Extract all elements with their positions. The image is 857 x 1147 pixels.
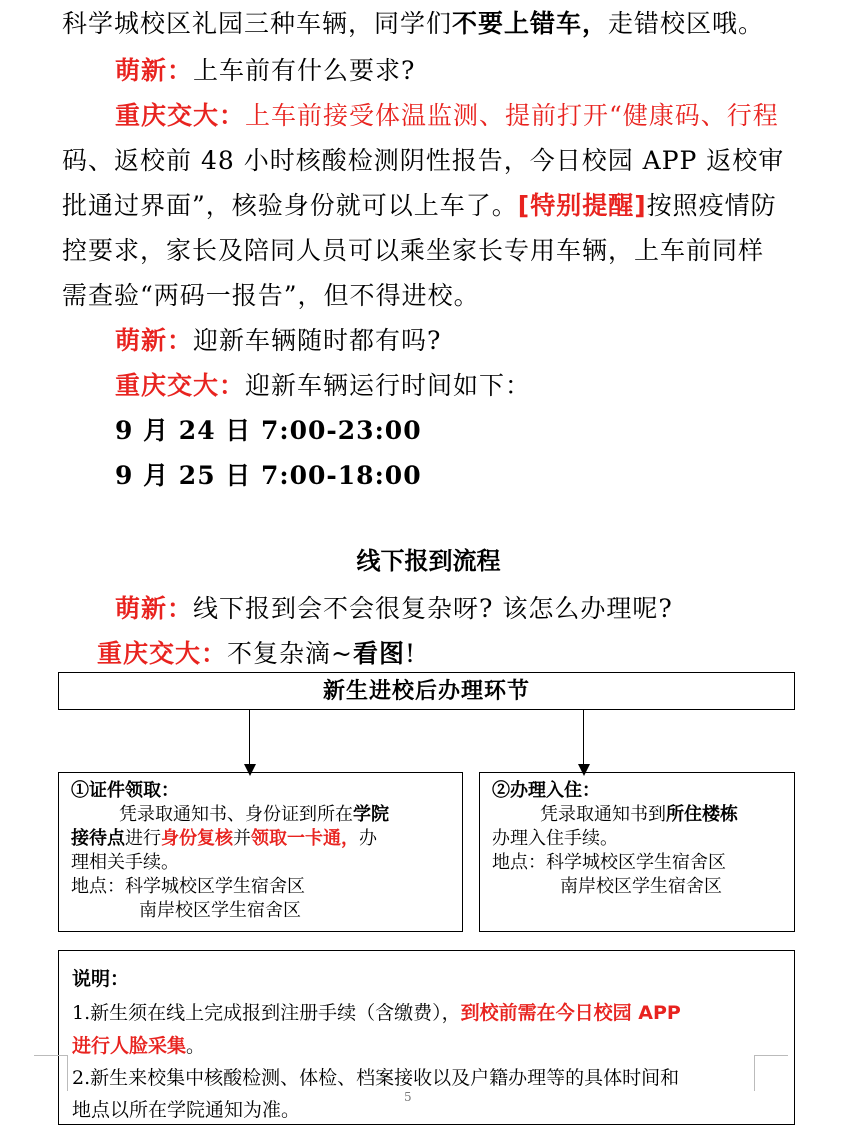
emphasis: 学院 [353,804,389,825]
emphasis-red: 到校前需在今日校园 APP [460,1002,681,1024]
answer-text: 迎新车辆运行时间如下： [245,371,532,400]
intro-text-a: 科学城校区礼园三种车辆，同学们 [62,9,453,38]
left-box-line4: 地点：科学城校区学生宿舍区 [71,876,305,897]
left-box-line2 [71,827,462,851]
text: 1.新生须在线上完成报到注册手续（含缴费）， [72,1002,461,1024]
answer-text: 上车前接受体温监测、提前打开“健康码、行程 [245,101,779,130]
right-box-line4: 南岸校区学生宿舍区 [560,876,722,897]
speaker-cqjtu: 重庆交大： [97,639,228,668]
answer-text: 按照疫情防 [646,191,777,220]
emphasis-red: 进行人脸采集 [72,1035,187,1057]
left-box-line5: 南岸校区学生宿舍区 [139,900,301,921]
qa2-answer [115,370,531,402]
text: 办 [359,828,377,849]
qa1-answer-line5: 需查验“两码一报告”，但不得进校。 [62,281,480,310]
qa1-answer-line3 [62,190,777,222]
text: 凭录取通知书到 [540,804,666,825]
notes-title: 说明： [72,968,130,990]
flow-left-box [58,772,463,932]
answer-text: 批通过界面”，核验身份就可以上车了。 [62,191,518,220]
page-number: 5 [404,1090,412,1104]
flow-top-box [58,672,795,710]
right-box-line2: 办理入住手续。 [492,828,618,849]
schedule-day1: 9 月 24 日 7:00-23:00 [115,416,422,445]
intro-text-c: 走错校区哦。 [608,9,765,38]
qa2-question [115,325,441,357]
answer-end: ! [404,639,417,668]
intro-emphasis: 不要上错车， [452,9,609,38]
question-text: 迎新车辆随时都有吗? [193,326,442,355]
crop-mark [754,1055,788,1056]
left-box-title: ①证件领取： [71,780,179,801]
section-question [115,593,673,625]
flow-arrow-right [583,710,584,768]
text: 凭录取通知书、身份证到所在 [119,804,353,825]
note-2-line1: 2.新生来校集中核酸检测、体检、档案接收以及户籍办理等的具体时间和 [72,1067,680,1089]
flow-arrow-left [249,710,250,768]
text: 。 [186,1035,206,1057]
special-reminder-tag: [特别提醒] [517,191,647,220]
flow-right-box [479,772,795,932]
note-1-line1 [72,1000,681,1026]
schedule-day2: 9 月 25 日 7:00-18:00 [115,461,422,490]
speaker-cqjtu: 重庆交大： [115,101,246,130]
answer-text: 不复杂滴~ [227,639,353,668]
qa1-question [115,55,415,87]
answer-emphasis: 看图 [352,639,405,668]
emphasis-red: 身份复核 [161,828,233,849]
left-box-line3: 理相关手续。 [71,852,179,873]
right-box-title: ②办理入住： [492,780,600,801]
right-box-line3: 地点：科学城校区学生宿舍区 [492,852,726,873]
note-1-line2 [72,1033,205,1059]
crop-mark [34,1055,68,1056]
text: 并 [233,828,251,849]
right-box-line1 [492,803,794,827]
section-answer [97,638,416,670]
question-text: 线下报到会不会很复杂呀? 该怎么办理呢? [193,594,673,623]
note-2-line2: 地点以所在学院通知为准。 [72,1099,301,1121]
left-box-line1 [71,803,462,827]
speaker-cqjtu: 重庆交大： [115,371,246,400]
emphasis: 所住楼栋 [666,804,738,825]
question-text: 上车前有什么要求? [193,56,416,85]
crop-mark [754,1055,755,1091]
speaker-mengxin: 萌新： [115,594,194,623]
qa1-answer-line4: 控要求，家长及陪同人员可以乘坐家长专用车辆，上车前同样 [62,236,765,265]
qa1-answer-line2: 码、返校前 48 小时核酸检测阴性报告，今日校园 APP 返校审 [62,146,785,175]
section-title: 线下报到流程 [356,547,501,575]
text: 进行 [125,828,161,849]
flow-top-title: 新生进校后办理环节 [322,678,530,704]
intro-line [62,8,764,40]
emphasis: 接待点 [71,828,125,849]
qa1-answer-line1 [115,100,779,132]
speaker-mengxin: 萌新： [115,56,194,85]
crop-mark [67,1055,68,1091]
speaker-mengxin: 萌新： [115,326,194,355]
emphasis-red: 领取一卡通， [251,828,359,849]
